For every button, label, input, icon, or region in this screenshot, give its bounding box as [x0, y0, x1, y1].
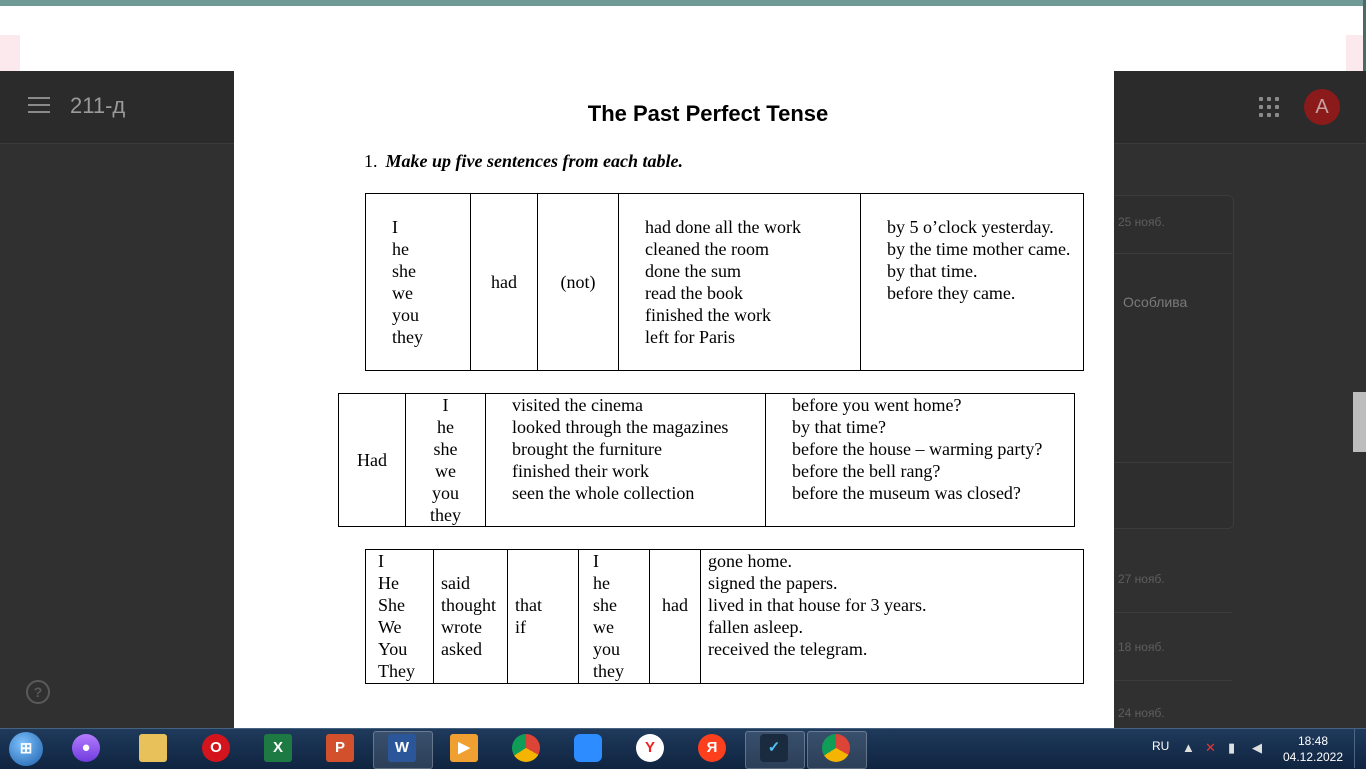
table1-action: cleaned the room — [645, 239, 769, 259]
table1-subject: she — [392, 261, 416, 281]
table2-subjects-cell — [406, 394, 486, 527]
table2-subject: he — [437, 417, 454, 437]
table1-subject: we — [392, 283, 413, 303]
table1-action: finished the work — [645, 305, 771, 325]
file-explorer-icon[interactable] — [139, 734, 167, 762]
vpn-shield-icon[interactable]: ✓ — [760, 734, 788, 762]
table1-aux-cell: had — [471, 194, 538, 371]
table3-subject2: I — [593, 551, 599, 571]
opera-icon[interactable]: O — [202, 734, 230, 762]
table3-verb: thought — [441, 595, 497, 615]
table3-subject: She — [378, 595, 405, 615]
account-avatar[interactable]: A — [1304, 89, 1340, 125]
chrome-profile-icon[interactable] — [822, 734, 850, 762]
table3-subjects2-cell — [579, 550, 650, 684]
table3-verb: asked — [441, 639, 482, 659]
table1-action: read the book — [645, 283, 743, 303]
document-page — [234, 71, 1114, 728]
media-player-icon[interactable]: ▶ — [450, 734, 478, 762]
clock[interactable] — [1280, 733, 1346, 765]
clock-date: 04.12.2022 — [1282, 750, 1344, 764]
table2-action: brought the furniture — [512, 439, 662, 459]
table3-subject: I — [378, 551, 384, 571]
word-icon[interactable]: W — [388, 734, 416, 762]
zoom-icon[interactable] — [574, 734, 602, 762]
browser-top-strip — [0, 0, 1366, 71]
task-number: 1. — [364, 151, 378, 171]
table2-action: seen the whole collection — [512, 483, 695, 503]
table2-times-cell — [766, 394, 1075, 527]
table1-action: had done all the work — [645, 217, 801, 237]
table2-subject: you — [432, 483, 459, 503]
excel-icon[interactable]: X — [264, 734, 292, 762]
yandex-browser-icon[interactable]: Y — [636, 734, 664, 762]
clock-time: 18:48 — [1297, 734, 1329, 748]
table-row — [366, 550, 1084, 684]
table1-subject: they — [392, 327, 423, 347]
table3-conjunction: that — [515, 595, 542, 615]
list-divider — [1114, 612, 1232, 613]
list-divider — [1114, 680, 1232, 681]
task-instruction — [364, 151, 683, 172]
page-background-edge-left — [0, 35, 20, 71]
powerpoint-icon[interactable]: P — [326, 734, 354, 762]
table3-subjects-cell — [366, 550, 434, 684]
browser-tab-bar-edge — [0, 0, 1366, 6]
table2-aux-cell: Had — [339, 394, 406, 527]
table2-subject: she — [433, 439, 458, 459]
table3-endings-cell — [701, 550, 1084, 684]
table2-time: before you went home? — [792, 395, 962, 415]
table2-subject: they — [430, 505, 461, 525]
table3-subject2: you — [593, 639, 620, 659]
card-divider — [1114, 253, 1232, 254]
table3-ending: gone home. — [708, 551, 792, 571]
menu-icon[interactable] — [28, 97, 50, 115]
table1-negation-cell: (not) — [538, 194, 619, 371]
table1-subject: I — [392, 217, 398, 237]
assignment-date: 25 нояб. — [1118, 215, 1165, 229]
table3-conjunctions-cell — [508, 550, 579, 684]
table2-time: before the bell rang? — [792, 461, 941, 481]
alice-icon[interactable]: ● — [72, 734, 100, 762]
table3-ending: lived in that house for 3 years. — [708, 595, 927, 615]
task-text: Make up five sentences from each table. — [385, 151, 683, 171]
table1-action: done the sum — [645, 261, 741, 281]
table3-subject2: she — [593, 595, 617, 615]
table-3 — [365, 549, 1084, 684]
table3-subject2: he — [593, 573, 610, 593]
document-title: The Past Perfect Tense — [587, 101, 829, 126]
table1-time: by the time mother came. — [887, 239, 1071, 259]
table2-action: looked through the magazines — [512, 417, 729, 437]
chrome-icon[interactable] — [512, 734, 540, 762]
table3-verb: wrote — [441, 617, 482, 637]
class-title[interactable]: 211-д — [70, 93, 126, 118]
volume-icon[interactable]: ◀ — [1252, 740, 1262, 755]
table2-subject: we — [435, 461, 456, 481]
network-error-icon[interactable]: ✕ — [1205, 740, 1216, 755]
assignment-date: 24 нояб. — [1118, 706, 1165, 720]
language-indicator[interactable]: RU — [1152, 739, 1170, 753]
table3-subject: He — [378, 573, 399, 593]
table-row — [339, 394, 1075, 527]
yandex-icon[interactable]: Я — [698, 734, 726, 762]
assignment-date: 27 нояб. — [1118, 572, 1165, 586]
table2-subject: I — [442, 395, 449, 415]
table1-subjects-cell — [366, 194, 471, 371]
table2-action: visited the cinema — [512, 395, 643, 415]
table1-time: before they came. — [887, 283, 1016, 303]
table2-time: before the house – warming party? — [792, 439, 1043, 459]
apps-grid-icon[interactable] — [1259, 97, 1279, 117]
table-2 — [338, 393, 1075, 527]
signal-icon[interactable]: ▮ — [1228, 740, 1236, 755]
table3-subject2: they — [593, 661, 624, 681]
scrollbar-thumb[interactable] — [1353, 392, 1366, 452]
card-divider — [1114, 462, 1232, 463]
assignment-date: 18 нояб. — [1118, 640, 1165, 654]
table3-verb: said — [441, 573, 470, 593]
table2-action: finished their work — [512, 461, 649, 481]
table-row — [366, 194, 1084, 371]
table1-time: by that time. — [887, 261, 978, 281]
table3-subject: They — [378, 661, 415, 681]
table1-subject: he — [392, 239, 409, 259]
table2-actions-cell — [486, 394, 766, 527]
table1-action: left for Paris — [645, 327, 735, 347]
show-desktop-button[interactable] — [1354, 729, 1366, 768]
table1-actions-cell — [619, 194, 861, 371]
table3-subject2: we — [593, 617, 614, 637]
table1-subject: you — [392, 305, 419, 325]
table-1 — [365, 193, 1084, 371]
help-icon[interactable]: ? — [26, 680, 50, 704]
table3-ending: signed the papers. — [708, 573, 838, 593]
tray-expand-icon[interactable]: ▲ — [1182, 740, 1195, 755]
table3-conjunction: if — [515, 617, 526, 637]
table3-aux-cell: had — [650, 550, 701, 684]
table2-time: by that time? — [792, 417, 886, 437]
table1-times-cell — [861, 194, 1084, 371]
table3-ending: fallen asleep. — [708, 617, 803, 637]
assignment-text: Особлива — [1123, 294, 1188, 310]
table3-verbs-cell — [434, 550, 508, 684]
start-button[interactable]: ⊞ — [9, 732, 43, 766]
table2-time: before the museum was closed? — [792, 483, 1021, 503]
table1-time: by 5 o’clock yesterday. — [887, 217, 1054, 237]
table3-ending: received the telegram. — [708, 639, 868, 659]
table3-subject: We — [378, 617, 402, 637]
table3-subject: You — [378, 639, 408, 659]
